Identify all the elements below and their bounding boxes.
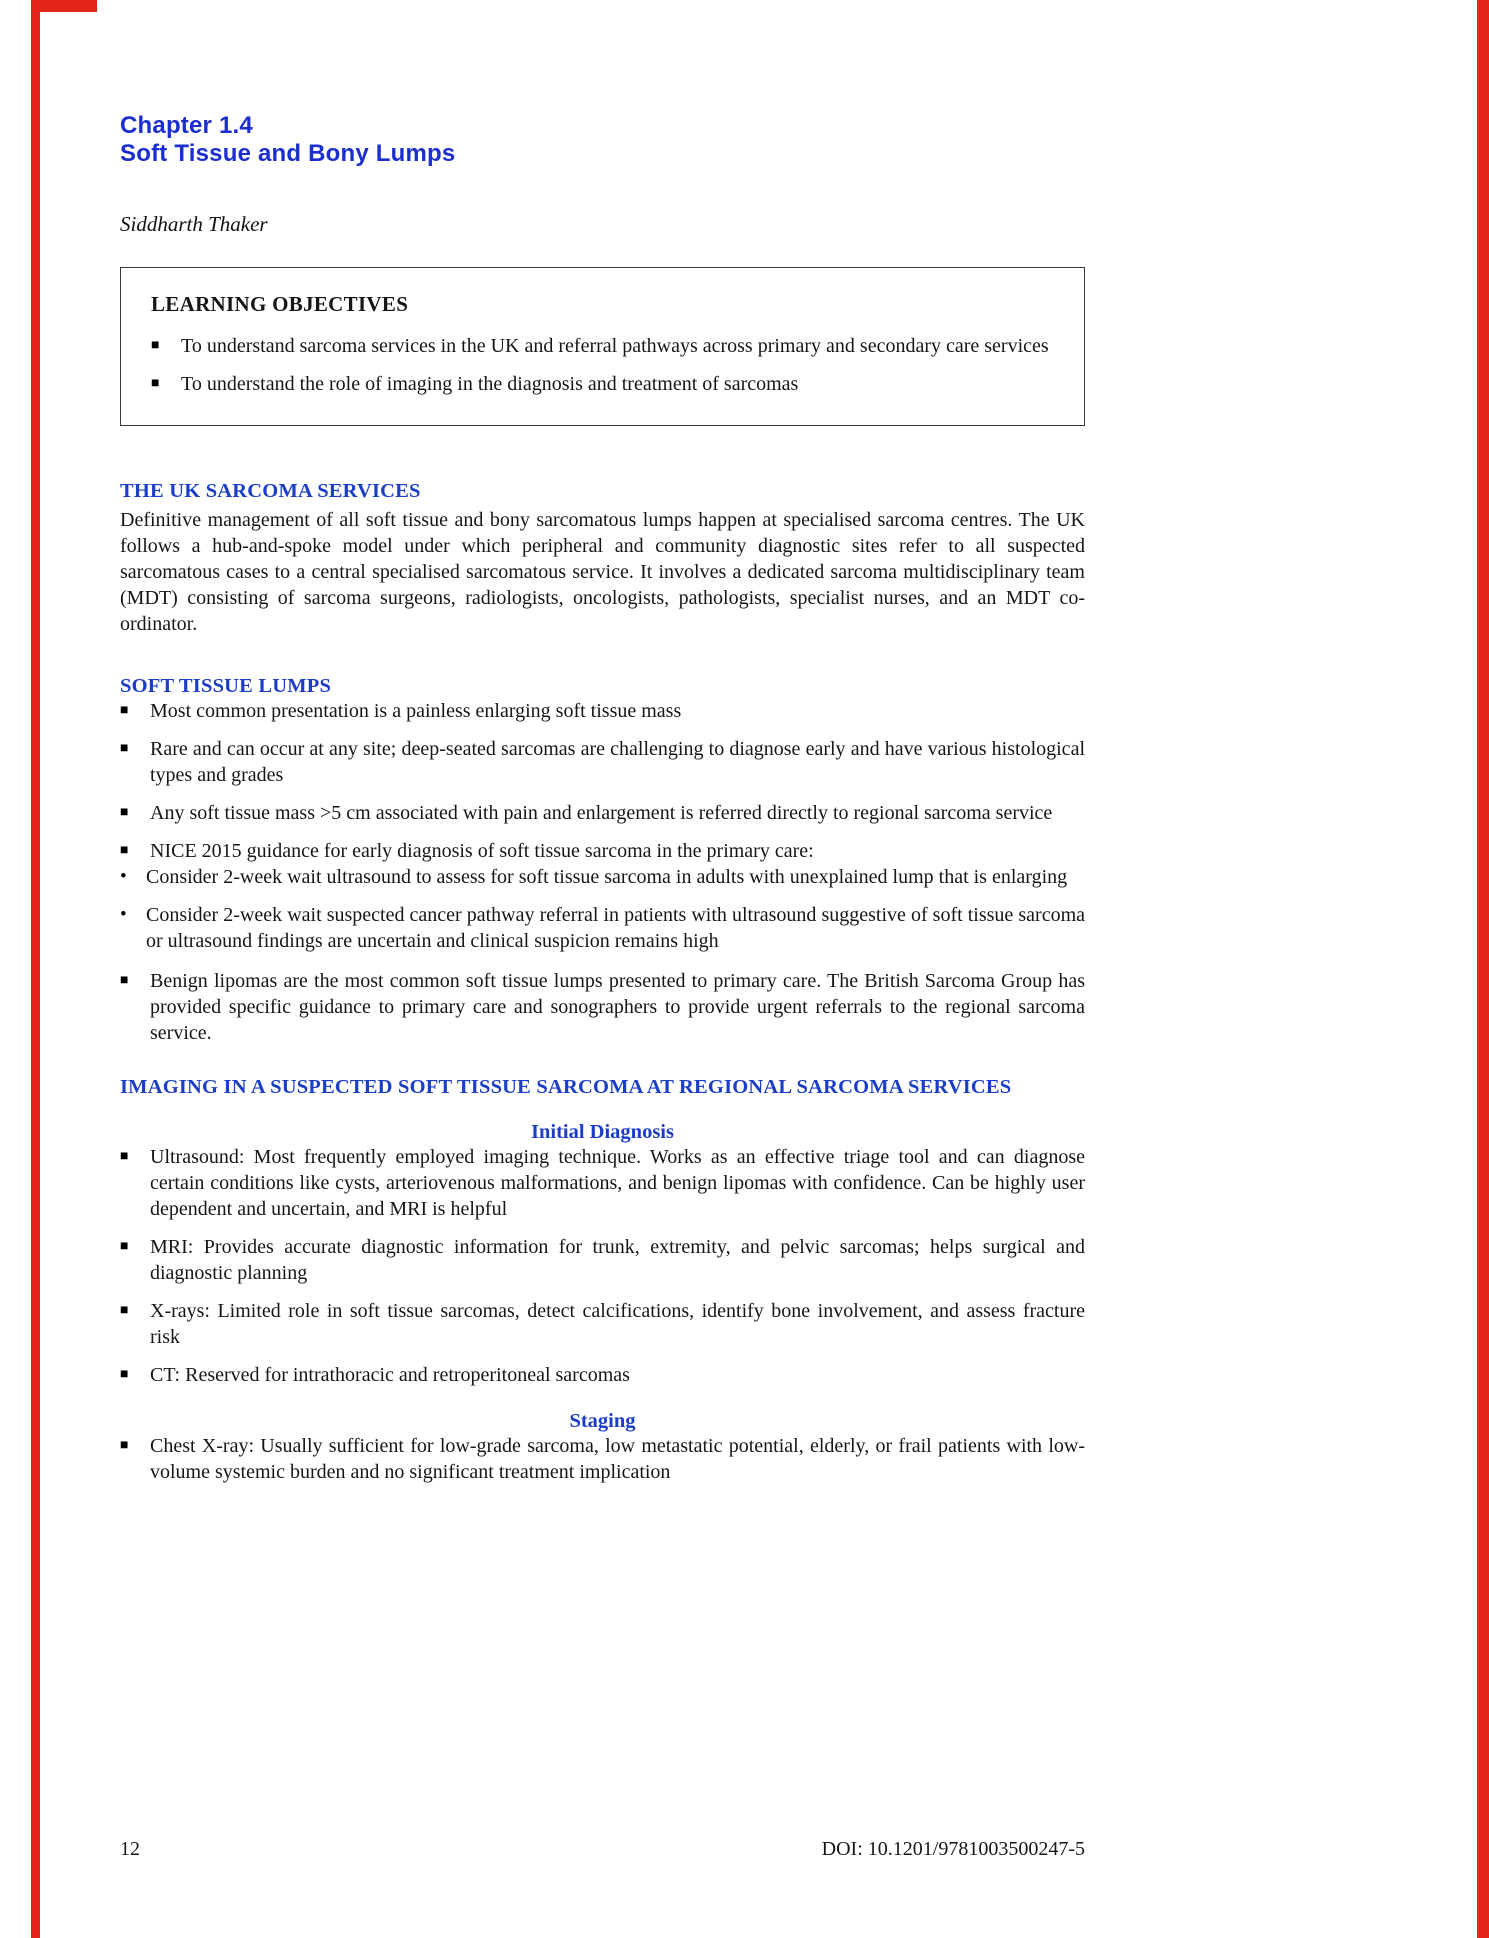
learning-objectives-box xyxy=(120,267,1085,426)
section-heading-imaging: IMAGING IN A SUSPECTED SOFT TISSUE SARCOMA AT REGIONAL SARCOMA SERVICES xyxy=(120,1076,1012,1098)
list-item xyxy=(120,736,1085,788)
sub-bullet-text: Consider 2-week wait suspected cancer pathway referral in patients with ultrasound suggestive of soft tissue sarcoma or ultrasound findings are uncertain and clinical suspicion remains high xyxy=(146,904,1085,952)
bullet-text: Most common presentation is a painless enlarging soft tissue mass xyxy=(150,700,682,722)
page-number: 12 xyxy=(120,1838,140,1860)
page-content xyxy=(120,0,1085,1485)
subheading-staging: Staging xyxy=(569,1410,636,1432)
page-footer xyxy=(120,1838,1085,1861)
square-bullet-icon: ■ xyxy=(120,703,129,718)
list-item xyxy=(120,800,1085,826)
learning-objectives-title: LEARNING OBJECTIVES xyxy=(151,292,409,316)
list-item xyxy=(151,371,1054,397)
square-bullet-icon: ■ xyxy=(151,376,160,391)
soft-tissue-lumps-list xyxy=(120,698,1085,864)
page-edge-top xyxy=(31,0,97,12)
square-bullet-icon: ■ xyxy=(120,1438,129,1453)
list-item xyxy=(120,1234,1085,1286)
page-edge-right xyxy=(1477,0,1489,1938)
subheading-initial-diagnosis: Initial Diagnosis xyxy=(531,1121,674,1143)
page-edge-left xyxy=(31,0,40,1938)
list-item xyxy=(120,864,1085,890)
list-item xyxy=(120,968,1085,1046)
list-item xyxy=(120,1144,1085,1222)
square-bullet-icon: ■ xyxy=(120,843,129,858)
bullet-text: Benign lipomas are the most common soft tissue lumps presented to primary care. The British Sarcoma Group has provided specific guidance to primary care and sonographers to provide urgent referrals to the regional sarcoma service. xyxy=(150,970,1085,1044)
chapter-title: Soft Tissue and Bony Lumps xyxy=(120,140,456,167)
doi-text: DOI: 10.1201/9781003500247-5 xyxy=(821,1838,1085,1860)
sub-bullet-text: Consider 2-week wait ultrasound to assess for soft tissue sarcoma in adults with unexplained lump that is enlarging xyxy=(146,866,1068,888)
square-bullet-icon: ■ xyxy=(120,1367,129,1382)
square-bullet-icon: ■ xyxy=(120,1303,129,1318)
section-heading-soft-tissue-lumps: SOFT TISSUE LUMPS xyxy=(120,675,332,697)
nice-guidance-sublist xyxy=(120,864,1085,954)
round-bullet-icon: • xyxy=(120,866,127,887)
staging-list xyxy=(120,1433,1085,1485)
initial-diagnosis-list xyxy=(120,1144,1085,1388)
bullet-text: NICE 2015 guidance for early diagnosis of soft tissue sarcoma in the primary care: xyxy=(150,840,814,862)
section-heading-uk-sarcoma-services: THE UK SARCOMA SERVICES xyxy=(120,480,421,502)
bullet-text: Rare and can occur at any site; deep-seated sarcomas are challenging to diagnose early and have various histological types and grades xyxy=(150,738,1085,786)
square-bullet-icon: ■ xyxy=(120,741,129,756)
list-item xyxy=(120,1433,1085,1485)
list-item xyxy=(120,902,1085,954)
round-bullet-icon: • xyxy=(120,904,127,925)
chapter-label: Chapter 1.4 xyxy=(120,112,253,139)
list-item xyxy=(120,838,1085,864)
square-bullet-icon: ■ xyxy=(120,805,129,820)
author-name: Siddharth Thaker xyxy=(120,212,268,236)
objective-text: To understand the role of imaging in the diagnosis and treatment of sarcomas xyxy=(181,373,799,395)
bullet-text: Chest X-ray: Usually sufficient for low-grade sarcoma, low metastatic potential, elderly, or frail patients with low-volume systemic burden and no significant treatment implication xyxy=(150,1435,1085,1483)
square-bullet-icon: ■ xyxy=(151,338,160,353)
uk-sarcoma-services-paragraph: Definitive management of all soft tissue and bony sarcomatous lumps happen at specialised sarcoma centres. The UK follows a hub-and-spoke model under which peripheral and community diagnostic sites refer to all suspected sarcomatous cases to a central specialised sarcomatous service. It involves a dedicated sarcoma multidisciplinary team (MDT) consisting of sarcoma surgeons, radiologists, oncologists, pathologists, specialist nurses, and an MDT co-ordinator. xyxy=(120,509,1085,635)
bullet-text: X-rays: Limited role in soft tissue sarcomas, detect calcifications, identify bone involvement, and assess fracture risk xyxy=(150,1300,1085,1348)
list-item xyxy=(120,1298,1085,1350)
bullet-text: Ultrasound: Most frequently employed imaging technique. Works as an effective triage tool and can diagnose certain conditions like cysts, arteriovenous malformations, and benign lipomas with confidence. Can be highly user dependent and uncertain, and MRI is helpful xyxy=(150,1146,1085,1220)
square-bullet-icon: ■ xyxy=(120,973,129,988)
bullet-text: Any soft tissue mass >5 cm associated with pain and enlargement is referred directly to regional sarcoma service xyxy=(150,802,1053,824)
bullet-text: CT: Reserved for intrathoracic and retroperitoneal sarcomas xyxy=(150,1364,630,1386)
chapter-header xyxy=(120,112,1085,168)
list-item xyxy=(151,333,1054,359)
objective-text: To understand sarcoma services in the UK and referral pathways across primary and secondary care services xyxy=(181,335,1049,357)
square-bullet-icon: ■ xyxy=(120,1149,129,1164)
list-item xyxy=(120,698,1085,724)
learning-objectives-list xyxy=(151,333,1054,397)
list-item xyxy=(120,1362,1085,1388)
soft-tissue-lumps-list-continued xyxy=(120,968,1085,1046)
bullet-text: MRI: Provides accurate diagnostic information for trunk, extremity, and pelvic sarcomas; helps surgical and diagnostic planning xyxy=(150,1236,1085,1284)
square-bullet-icon: ■ xyxy=(120,1239,129,1254)
